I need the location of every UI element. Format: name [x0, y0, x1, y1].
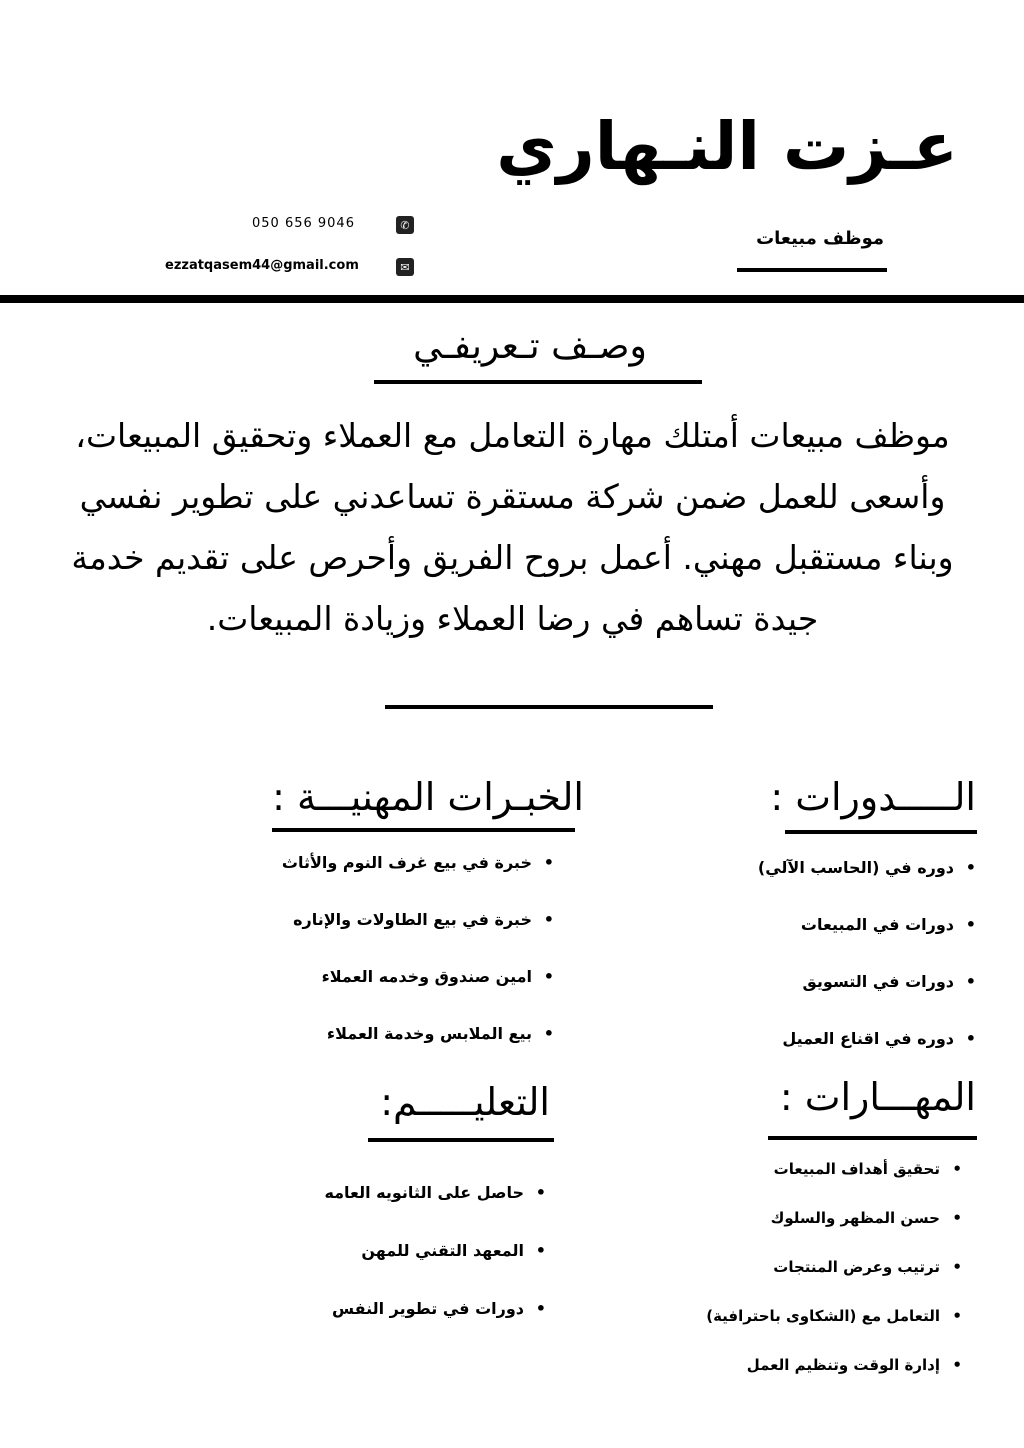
list-item: • تحقيق أهداف المبيعات [706, 1160, 962, 1209]
list-item: • المعهد التقني للمهن [324, 1241, 546, 1299]
experience-title-underline [272, 828, 575, 832]
courses-title: الـــــدورات : [770, 775, 976, 819]
list-item: • دورات في المبيعات [758, 915, 976, 972]
about-title-underline [374, 380, 702, 384]
list-item: • بيع الملابس وخدمة العملاء [282, 1024, 554, 1081]
list-item: • دورات في التسويق [758, 972, 976, 1029]
courses-list [758, 858, 976, 1086]
experience-title: الخبـرات المهنيـــة : [272, 775, 584, 819]
list-item: • امين صندوق وخدمه العملاء [282, 967, 554, 1024]
skills-title: المهـــارات : [779, 1075, 976, 1119]
list-item: • دوره في (الحاسب الآلي) [758, 858, 976, 915]
list-item: • خبرة في بيع الطاولات والإناره [282, 910, 554, 967]
job-title: موظف مبيعات [756, 228, 884, 249]
list-item: • التعامل مع (الشكاوى باحترافية) [706, 1307, 962, 1356]
list-item: • دورات في تطوير النفس [324, 1299, 546, 1357]
education-title-underline [368, 1138, 554, 1142]
list-item: • ترتيب وعرض المنتجات [706, 1258, 962, 1307]
about-text: موظف مبيعات أمتلك مهارة التعامل مع العملاء وتحقيق المبيعات، وأسعى للعمل ضمن شركة مستقرة تساعدني على تطوير نفسي وبناء مستقبل مهني. أعمل بروح الفريق وأحرص على تقديم خدمة جيدة تساهم في رضا العملاء وزيادة المبيعات. [71, 416, 954, 638]
phone-number: 050 656 9046 [252, 216, 355, 231]
list-item: • خبرة في بيع غرف النوم والأثاث [282, 853, 554, 910]
skills-title-underline [768, 1136, 977, 1140]
phone-icon: ✆ [396, 216, 414, 234]
mail-icon: ✉ [396, 258, 414, 276]
experience-list [282, 853, 554, 1081]
list-item: • حاصل على الثانويه العامه [324, 1183, 546, 1241]
list-item: • دوره في اقناع العميل [758, 1029, 976, 1086]
about-title: وصـف تـعريفـي [413, 326, 647, 367]
list-item: • إدارة الوقت وتنظيم العمل [706, 1356, 962, 1405]
education-title: التعليـــــم: [380, 1080, 550, 1124]
email-address: ezzatqasem44@gmail.com [165, 258, 359, 273]
list-item: • حسن المظهر والسلوك [706, 1209, 962, 1258]
candidate-name: عـزت النـهاري [496, 108, 958, 185]
courses-title-underline [785, 830, 977, 834]
job-title-underline [737, 268, 887, 272]
about-divider [385, 705, 713, 709]
education-list [324, 1183, 546, 1357]
skills-list [706, 1160, 962, 1405]
header-divider [0, 295, 1024, 303]
